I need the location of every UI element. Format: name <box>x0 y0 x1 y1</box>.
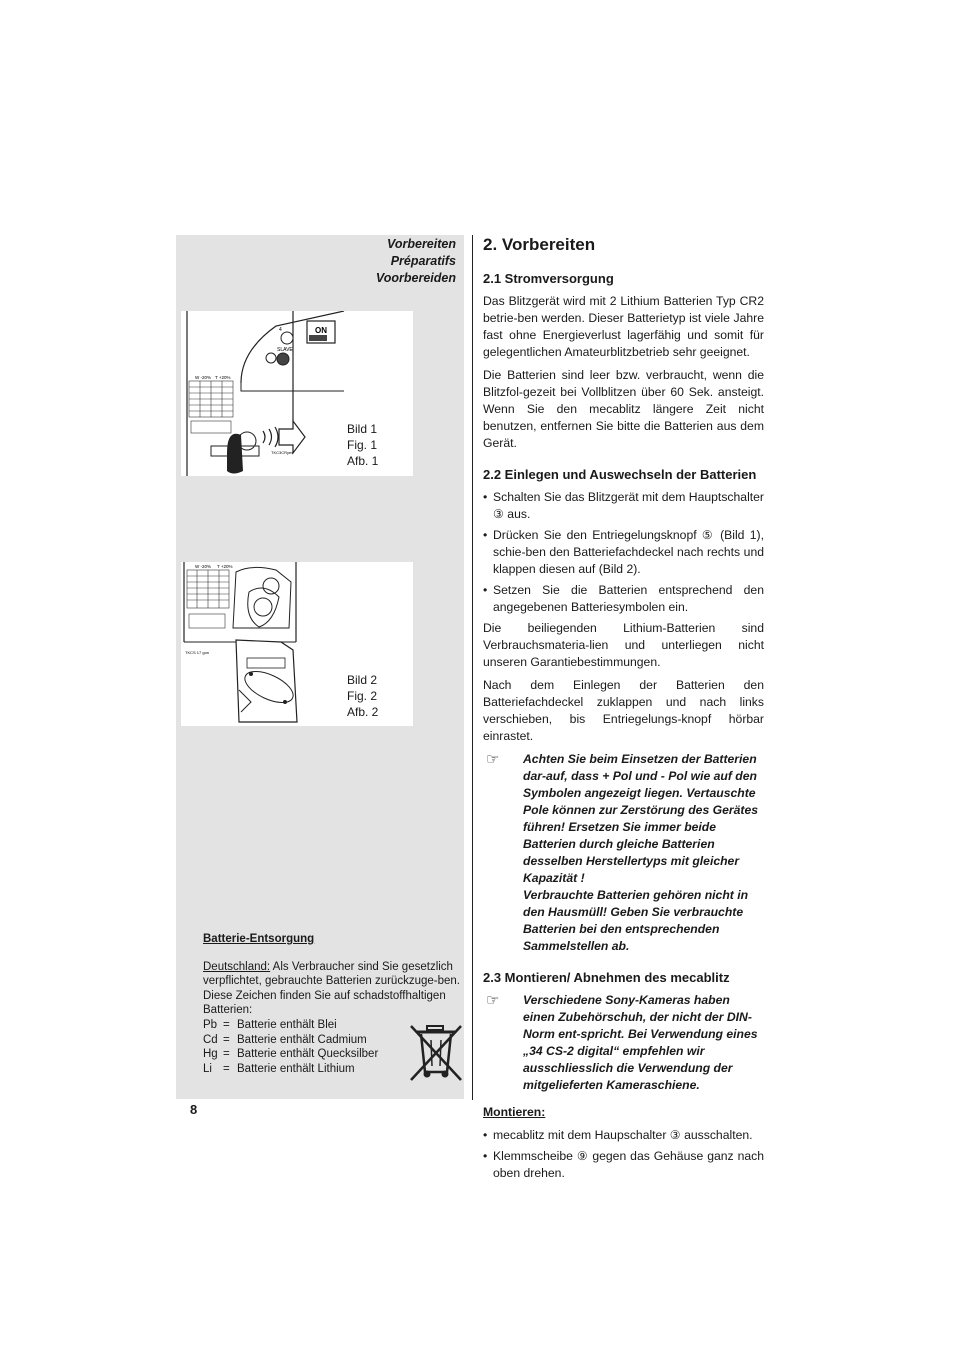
caption-nl: Afb. 1 <box>347 454 379 468</box>
disposal-title: Batterie-Entsorgung <box>203 933 315 945</box>
svg-text:T +20%: T +20% <box>215 375 231 380</box>
svg-text:TKCS 17 gon: TKCS 17 gon <box>185 650 210 655</box>
pointing-hand-icon: ☞ <box>486 751 500 768</box>
note-sony <box>483 992 764 1094</box>
paragraph: Nach dem Einlegen der Batterien den Batteriefachdeckel zuklappen und nach links verschieben, bis Entriegelungs-knopf hörbar einrastet. <box>483 678 764 743</box>
disposal-country: Deutschland: <box>203 960 271 973</box>
svg-text:W -20%: W -20% <box>195 375 212 380</box>
header-fr: Préparatifs <box>390 254 456 268</box>
note-text: Achten Sie beim Einsetzen der Batterien dar-auf, dass + Pol und - Pol wie auf den Symbolen angezeigt liegen. Vertauschte Pole können zur Zerstörung des Gerätes führen! Ersetzen Sie immer beide Batterien durch gleiche Batterien desselben Herstellertyps mit gleicher Kapazität ! <box>523 752 759 885</box>
legend-row: Pb = Batterie enthält Blei <box>203 1018 337 1031</box>
note-text: Verschiedene Sony-Kameras haben einen Zubehörschuh, der nicht der DIN-Norm ent-spricht. Bei Verwendung eines „34 CS-2 digital“ empfehlen wir ausschliesslich die Verwendung der mitgelieferten Kameraschiene. <box>523 993 758 1092</box>
caption-fr: Fig. 1 <box>347 438 378 452</box>
crossed-out-bin-icon <box>409 1024 463 1082</box>
note-battery <box>483 751 764 955</box>
header-nl: Voorbereiden <box>375 271 456 285</box>
list-item: • Drücken Sie den Entriegelungsknopf ⑤ (Bild 1), schie-ben den Batteriefachdeckel nach rechts und klappen diesen auf (Bild 2). <box>483 528 764 576</box>
sidebar-panel <box>176 235 464 1099</box>
figure-2-caption <box>347 672 378 720</box>
figure-2 <box>181 562 413 726</box>
paragraph: Das Blitzgerät wird mit 2 Lithium Batterien Typ CR2 betrie-ben werden. Dieser Batterietyp ist viele Jahre fast ohne Energieverlust lagerfähig und somit für gelegentlichen Amateurblitzbetrieb sehr geeignet. <box>483 294 764 359</box>
page-title: 2. Vorbereiten <box>483 235 596 254</box>
list-item: • Klemmscheibe ⑨ gegen das Gehäuse ganz nach oben drehen. <box>483 1149 764 1180</box>
sidebar-header <box>376 236 456 287</box>
disposal-text-2: Diese Zeichen finden Sie auf schadstoffhaltigen Batterien: <box>203 989 446 1017</box>
heading-2-3: 2.3 Montieren/ Abnehmen des mecablitz <box>483 970 730 985</box>
montieren-label: Montieren: <box>483 1105 546 1119</box>
caption-de: Bild 1 <box>347 422 378 436</box>
list-item: • Setzen Sie die Batterien entsprechend den angegebenen Batteriesymbolen ein. <box>483 583 764 614</box>
figure-1 <box>181 311 413 476</box>
note-text: Verbrauchte Batterien gehören nicht in den Hausmüll! Geben Sie verbrauchte Batterien bei den entsprechenden Sammelstellen ab. <box>523 888 749 953</box>
pointing-hand-icon: ☞ <box>486 992 500 1009</box>
caption-de: Bild 2 <box>347 673 378 687</box>
paragraph: Die beiliegenden Lithium-Batterien sind Verbrauchsmateria-lien und unterliegen nicht unseren Garantiebestimmungen. <box>483 621 764 669</box>
svg-text:4: 4 <box>279 327 282 333</box>
list-item: • Schalten Sie das Blitzgerät mit dem Hauptschalter ③ aus. <box>483 490 764 521</box>
svg-text:W -20%: W -20% <box>195 564 212 569</box>
paragraph: Die Batterien sind leer bzw. verbraucht, wenn die Blitzfol-gezeit bei Vollblitzen über 60 Sek. ansteigt. Wenn Sie den mecablitz längere Zeit nicht benutzen, entfernen Sie bitte die Batterien aus dem Gerät. <box>483 368 764 450</box>
column-divider <box>472 235 473 1100</box>
svg-text:SLAVE: SLAVE <box>277 347 293 353</box>
figure-1-caption <box>347 421 378 469</box>
svg-text:TKC3CRyes: TKC3CRyes <box>271 450 294 455</box>
legend-row: Hg = Batterie enthält Quecksilber <box>203 1048 379 1061</box>
legend-row: Li = Batterie enthält Lithium <box>203 1062 355 1075</box>
main-column <box>483 234 764 1186</box>
page-number: 8 <box>190 1102 198 1117</box>
disposal-text-1: Deutschland: Als Verbraucher sind Sie gesetzlich verpflichtet, gebrauchte Batterien zurückzuge-ben. <box>203 960 460 988</box>
battery-disposal-box <box>203 932 463 1076</box>
legend-row: Cd = Batterie enthält Cadmium <box>203 1033 367 1046</box>
switch-on-label: ON <box>315 326 327 335</box>
heading-2-1: 2.1 Stromversorgung <box>483 271 614 286</box>
svg-text:T +20%: T +20% <box>217 564 233 569</box>
caption-fr: Fig. 2 <box>347 689 378 703</box>
list-item: • mecablitz mit dem Haupschalter ③ ausschalten. <box>483 1128 753 1142</box>
caption-nl: Afb. 2 <box>347 705 379 719</box>
heading-2-2: 2.2 Einlegen und Auswechseln der Batterien <box>483 467 757 482</box>
header-de: Vorbereiten <box>386 237 456 251</box>
